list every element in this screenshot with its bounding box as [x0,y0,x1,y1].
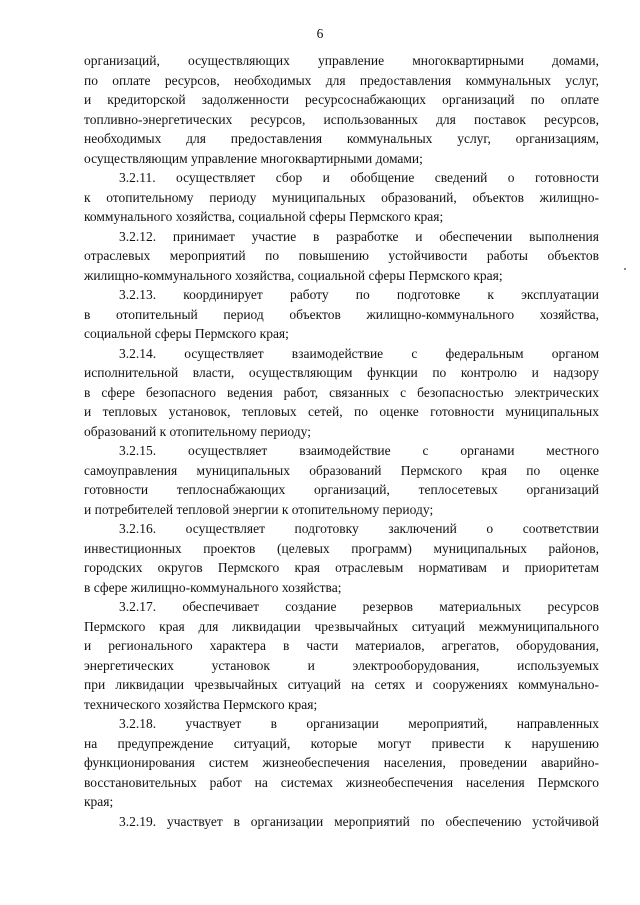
paragraph [84,51,599,168]
paragraph [84,227,599,286]
text-line: в сфере безопасного ведения работ, связанных с безопасностью электрических [84,384,599,400]
text-line: топливно-энергетических ресурсов, использованных для поставок ресурсов, [84,111,599,127]
text-line: отраслевых мероприятий по повышению устойчивости работы объектов [84,248,599,263]
text-line: и регионального характера в части материалов, агрегатов, оборудования, [84,638,599,653]
text-line: коммунального хозяйства, социальной сферы Пермского края; [84,209,444,224]
text-line: 3.2.19. участвует в организации мероприятий по обеспечению устойчивой [119,813,599,829]
text-line: исполнительной власти, осуществляющим функции по контролю и надзору [84,365,599,380]
text-line: социальной сферы Пермского края; [84,326,289,341]
text-line: образований к отопительному периоду; [84,423,311,439]
text-line: при ликвидации чрезвычайных ситуаций на сетях и сооружениях коммунально- [84,677,599,692]
margin-speck [624,268,626,270]
text-line: 3.2.13. координирует работу по подготовке к эксплуатации [119,287,599,302]
paragraph [84,441,599,519]
text-line: 3.2.15. осуществляет взаимодействие с органами местного [119,443,599,458]
text-line: и кредиторской задолженности ресурсоснабжающих организаций по оплате [84,92,599,107]
text-line: готовности теплоснабжающих организаций, теплосетевых организаций [84,482,599,497]
text-line: на предупреждение ситуаций, которые могут привести к нарушению [84,735,599,751]
text-line: 3.2.18. участвует в организации мероприятий, направленных [119,716,599,731]
text-line: технического хозяйства Пермского края; [84,696,318,712]
text-line: городских округов Пермского края отраслевым нормативам и приоритетам [84,560,599,575]
text-line: Пермского края для ликвидации чрезвычайных ситуаций межмуниципального [84,618,599,634]
text-line: 3.2.12. принимает участие в разработке и обеспечении выполнения [119,228,599,244]
text-line: необходимых для предоставления коммунальных услуг, организациям, [84,131,599,146]
text-line: осуществляющим управление многоквартирными домами; [84,150,423,166]
text-line: 3.2.16. осуществляет подготовку заключений о соответствии [119,521,599,536]
paragraph [84,812,599,832]
text-line: 3.2.14. осуществляет взаимодействие с федеральным органом [119,345,599,361]
page-number: 6 [316,26,324,41]
text-line: самоуправления муниципальных образований Пермского края по оценке [84,462,599,478]
text-line: в отопительный период объектов жилищно-коммунального хозяйства, [84,306,599,322]
text-line: восстановительных работ на системах жизнеобеспечения населения Пермского [84,774,599,790]
paragraph [84,597,599,714]
text-line: жилищно-коммунального хозяйства, социальной сферы Пермского края; [84,267,503,283]
text-line: в сфере жилищно-коммунального хозяйства; [84,579,342,595]
paragraph [84,285,599,344]
text-line: функционирования систем жизнеобеспечения населения, проведении аварийно- [84,755,599,770]
text-line: энергетических установок и электрооборудования, используемых [84,657,599,673]
text-line: края; [84,794,114,809]
text-line: 3.2.11. осуществляет сбор и обобщение сведений о готовности [119,170,599,185]
paragraph [84,344,599,442]
text-line: инвестиционных проектов (целевых программ) муниципальных районов, [84,540,599,556]
text-line: по оплате ресурсов, необходимых для предоставления коммунальных услуг, [84,72,599,88]
document-body [84,51,599,831]
paragraph [84,519,599,597]
text-line: к отопительному периоду муниципальных образований, объектов жилищно- [84,189,599,205]
text-line: и потребителей тепловой энергии к отопительному периоду; [84,501,434,517]
text-line: и тепловых установок, тепловых сетей, по оценке готовности муниципальных [84,404,599,419]
text-line: организаций, осуществляющих управление многоквартирными домами, [84,53,599,68]
paragraph [84,168,599,227]
paragraph [84,714,599,812]
text-line: 3.2.17. обеспечивает создание резервов материальных ресурсов [119,599,599,614]
